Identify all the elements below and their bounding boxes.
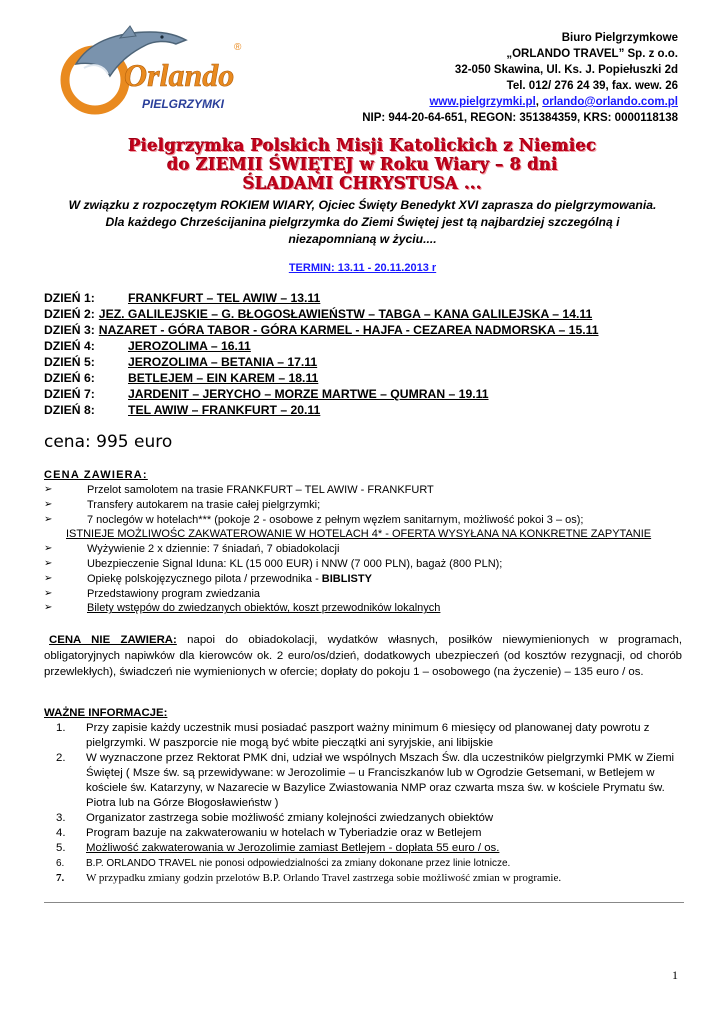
svg-text:®: ®: [234, 42, 242, 53]
arrow-bullet-icon: ➢: [44, 587, 53, 599]
day-route: JEROZOLIMA – BETANIA – 17.11: [128, 355, 318, 369]
title-line-2: do ZIEMII ŚWIĘTEJ w Roku Wiary – 8 dni: [167, 155, 558, 174]
intro-paragraph: W związku z rozpoczętym ROKIEM WIARY, Ojciec Święty Benedykt XVI zaprasza do pielgrzymowania. Dla każdego Chrześcijanina pielgrzymka do Ziemi Świętej jest tą najbardziej szczególną i niezapomnianą w życiu....: [68, 198, 657, 246]
day-label: DZIEŃ 6:: [44, 371, 95, 385]
list-item: 5. Możliwość zakwaterowania w Jerozolimie zamiast Betlejem - dopłata 55 euro / os.: [56, 842, 500, 854]
includes-list: [44, 483, 684, 616]
list-item: ➢ 7 noclegów w hotelach*** (pokoje 2 - osobowe z pełnym węzłem sanitarnym, możliwość pokoi 3 – os);: [44, 513, 584, 526]
arrow-bullet-icon: ➢: [44, 543, 53, 555]
list-item: 2. W wyznaczone przez Rektorat PMK dni, udział we wspólnych Mszach Św. dla uczestników pielgrzymki PMK w Ziemi Świętej ( Msze św. są przewidywane: w Jerozolimie – u Franciszkanów lub w Ogrodzie Getsemani, w Betlejem w kościele św. Katarzyny, w Nazarecie w Bazylice Zwiastowania NMP oraz czwarta msza św. w kościele Prymatu św. Piotra lub na Górze Błogosławieństw ): [56, 752, 675, 809]
arrow-bullet-icon: ➢: [44, 498, 53, 510]
arrow-bullet-icon: ➢: [44, 557, 53, 569]
itinerary: [44, 290, 694, 418]
day-label: DZIEŃ 1:: [44, 291, 95, 305]
dolphin-logo-icon: [58, 24, 258, 116]
itinerary-day: [44, 370, 694, 386]
list-item: 1. Przy zapisie każdy uczestnik musi posiadać paszport ważny minimum 6 miesięcy od planowanej daty powrotu z pielgrzymki. W paszporcie nie mogą być wbite pieczątki ani syryjskie, ani libijskie: [56, 722, 650, 749]
list-item: 6. B.P. ORLANDO TRAVEL nie ponosi odpowiedzialności za zmiany dokonane przez linie lotnicze.: [56, 858, 511, 869]
list-item: ➢ Bilety wstępów do zwiedzanych obiektów, koszt przewodników lokalnych: [44, 602, 441, 615]
day-route: NAZARET - GÓRA TABOR - GÓRA KARMEL - HAJFA - CEZAREA NADMORSKA – 15.11: [98, 323, 599, 337]
trip-dates-text: TERMIN: 13.11 - 20.11.2013 r: [288, 262, 437, 274]
list-item: 4. Program bazuje na zakwaterowaniu w hotelach w Tyberiadzie oraz w Betlejem: [56, 827, 482, 839]
list-item: ISTNIEJE MOŻLIWOŚC ZAKWATEROWANIE W HOTELACH 4* - OFERTA WYSYŁANA NA KONKRETNE ZAPYTANIE: [66, 528, 652, 541]
list-item: 3. Organizator zastrzega sobie możliwość zmiany kolejności zwiedzanych obiektów: [56, 812, 494, 824]
website-link[interactable]: www.pielgrzymki.pl: [429, 96, 536, 108]
info-list: [44, 721, 684, 886]
day-label: DZIEŃ 8:: [44, 403, 95, 417]
document-title: [40, 136, 685, 193]
company-address: 32-050 Skawina, Ul. Ks. J. Popiełuszki 2d: [454, 64, 678, 76]
price-includes: [44, 469, 684, 616]
list-item: ➢ Przedstawiony program zwiedzania: [44, 587, 261, 600]
itinerary-day: [44, 306, 694, 322]
arrow-bullet-icon: ➢: [44, 572, 53, 584]
excludes-text: napoi do obiadokolacji, wydatków własnych, posiłków niewymienionych w programach, obligatoryjnych napiwków dla kierowców ok. 2 euro/os/dzień, dodatkowych ubezpieczeń (od kosztów rezygnacji, od chorób przewlekłych), świadczeń nie wymienionych w ofercie; dopłaty do pokoju 1 – osobowego (na życzenie) – 135 euro / os.: [44, 634, 682, 678]
day-route: JEZ. GALILEJSKIE – G. BŁOGOSŁAWIEŃSTW – TABGA – KANA GALILEJSKA – 14.11: [98, 307, 593, 321]
company-office: Biuro Pielgrzymkowe: [561, 32, 678, 44]
company-logo: [58, 24, 258, 116]
title-line-1: Pielgrzymka Polskich Misji Katolickich z Niemiec: [128, 136, 597, 155]
day-route: FRANKFURT – TEL AWIW – 13.11: [128, 291, 321, 305]
excludes-title: CENA NIE ZAWIERA:: [49, 634, 177, 646]
list-item: ➢ Ubezpieczenie Signal Iduna: KL (15 000 EUR) i NNW (7 000 PLN), bagaż (800 PLN);: [44, 557, 503, 570]
day-route: JEROZOLIMA – 16.11: [128, 339, 251, 353]
email-link[interactable]: orlando@orlando.com.pl: [542, 96, 678, 108]
list-item: ➢ Przelot samolotem na trasie FRANKFURT – TEL AWIW - FRANKFURT: [44, 484, 434, 496]
itinerary-day: [44, 322, 694, 338]
price: cena: 995 euro: [44, 432, 173, 452]
arrow-bullet-icon: ➢: [44, 484, 53, 495]
company-info: [362, 30, 678, 126]
page-number: 1: [672, 968, 678, 982]
info-title: WAŻNE INFORMACJE:: [44, 707, 168, 719]
list-item: ➢ Transfery autokarem na trasie całej pielgrzymki;: [44, 498, 321, 511]
important-info: [44, 707, 684, 886]
price-excludes: [44, 632, 682, 680]
day-label: DZIEŃ 2:: [44, 307, 95, 321]
day-route: TEL AWIW – FRANKFURT – 20.11: [128, 403, 321, 417]
arrow-bullet-icon: ➢: [44, 513, 53, 525]
includes-title: CENA ZAWIERA:: [44, 469, 148, 481]
title-line-3: ŚLADAMI CHRYSTUSA ...: [242, 174, 483, 193]
footer-divider: [44, 902, 684, 903]
day-label: DZIEŃ 7:: [44, 387, 95, 401]
day-label: DZIEŃ 3:: [44, 323, 95, 337]
list-item: 7. W przypadku zmiany godzin przelotów B.P. Orlando Travel zastrzega sobie możliwość zmian w programie.: [56, 872, 562, 884]
trip-dates: [0, 262, 725, 274]
list-item: ➢ Opiekę polskojęzycznego pilota / przewodnika - BIBLISTY: [44, 572, 372, 585]
arrow-bullet-icon: ➢: [44, 602, 53, 614]
svg-text:Orlando: Orlando: [124, 57, 235, 93]
day-label: DZIEŃ 5:: [44, 355, 95, 369]
day-route: JARDENIT – JERYCHO – MORZE MARTWE – QUMRAN – 19.11: [128, 387, 489, 401]
list-item: ➢ Wyżywienie 2 x dziennie: 7 śniadań, 7 obiadokolacji: [44, 543, 340, 556]
company-phone: Tel. 012/ 276 24 39, fax. wew. 26: [506, 80, 678, 92]
svg-text:PIELGRZYMKI: PIELGRZYMKI: [142, 97, 225, 111]
day-label: DZIEŃ 4:: [44, 339, 95, 353]
itinerary-day: [44, 402, 694, 418]
day-route: BETLEJEM – EIN KAREM – 18.11: [128, 371, 319, 385]
itinerary-day: [44, 354, 694, 370]
company-registration: NIP: 944-20-64-651, REGON: 351384359, KRS: 0000118138: [362, 112, 678, 124]
company-contacts: [362, 94, 678, 110]
itinerary-day: [44, 290, 694, 306]
itinerary-day: [44, 338, 694, 354]
company-name: „ORLANDO TRAVEL” Sp. z o.o.: [506, 48, 678, 60]
itinerary-day: [44, 386, 694, 402]
contact-separator: ,: [535, 96, 539, 108]
